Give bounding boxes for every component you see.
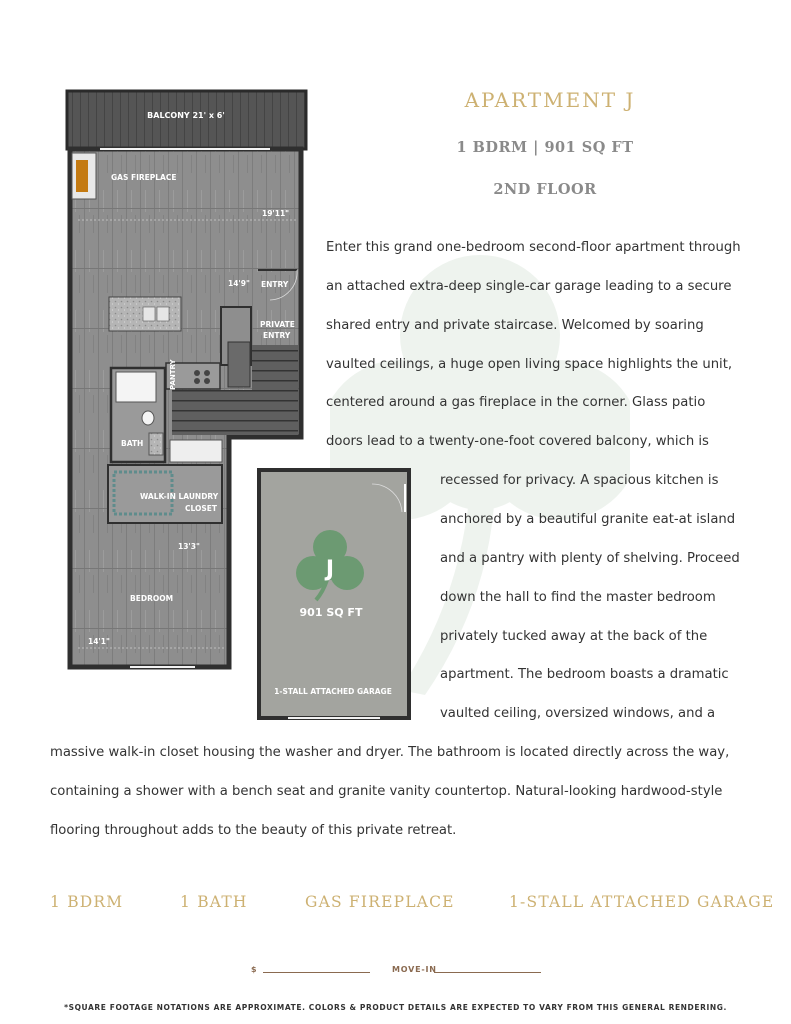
feature-bedrooms: 1 BDRM [50,893,124,911]
floor-label: 2ND FLOOR [493,181,597,198]
private-entry-label-2: ENTRY [263,331,291,340]
price-field[interactable] [263,972,370,973]
description-line: massive walk-in closet housing the washer and dryer. The bathroom is located directly across the way, [50,745,730,760]
description-line: an attached extra-deep single-car garage leading to a secure [326,279,732,294]
page-title: APARTMENT J [464,88,636,112]
laundry-label-2: CLOSET [185,504,218,513]
stair-landing [228,342,250,387]
description-line: containing a shower with a bench seat and granite vanity countertop. Natural-looking hardwood-style [50,784,723,799]
description-line: down the hall to find the master bedroom [440,590,716,605]
laundry-label-1: WALK-IN LAUNDRY [140,492,219,501]
dimension-kitchen: 14'9" [228,279,250,288]
staircase-upper [252,345,298,390]
disclaimer: *SQUARE FOOTAGE NOTATIONS ARE APPROXIMATE. COLORS & PRODUCT DETAILS ARE EXPECTED TO VARY FROM THIS GENERAL RENDERING. [64,1003,727,1012]
feature-bath: 1 BATH [180,893,248,911]
badge-sqft: 901 SQ FT [299,606,363,619]
range-burner [204,378,210,384]
description-line: flooring throughout adds to the beauty of this private retreat. [50,823,457,838]
dimension-width: 19'11" [262,209,290,218]
feature-fireplace: GAS FIREPLACE [305,893,455,911]
description-line: doors lead to a twenty-one-foot covered balcony, which is [326,434,709,449]
unit-summary: 1 BDRM | 901 SQ FT [456,139,634,156]
description-line: and a pantry with plenty of shelving. Proceed [440,551,740,566]
bedroom-label: BEDROOM [130,594,174,603]
fireplace [72,153,96,199]
garage [259,470,409,718]
balcony-label: BALCONY 21' x 6' [147,111,225,120]
kitchen-island [109,297,181,331]
laundry-counter [170,440,222,462]
garage-label: 1-STALL ATTACHED GARAGE [274,687,392,696]
description-line: recessed for privacy. A spacious kitchen is [440,473,719,488]
dimension-bedroom: 13'3" [178,542,200,551]
pantry-label: PANTRY [169,359,177,390]
fireplace-label: GAS FIREPLACE [111,173,177,182]
bath-label: BATH [121,439,144,448]
description-line: centered around a gas fireplace in the corner. Glass patio [326,395,706,410]
feature-garage: 1-STALL ATTACHED GARAGE [509,893,775,911]
range-burner [204,370,210,376]
movein-label: MOVE-IN [392,965,437,974]
balcony [67,91,306,149]
description-line: Enter this grand one-bedroom second-floor apartment through [326,240,741,255]
entry-label: ENTRY [261,280,289,289]
private-entry-label-1: PRIVATE [260,320,295,329]
description-line: vaulted ceilings, a huge open living space highlights the unit, [326,357,733,372]
description-line: privately tucked away at the back of the [440,629,708,644]
description-line: vaulted ceiling, oversized windows, and a [440,706,716,721]
description-line: apartment. The bedroom boasts a dramatic [440,667,729,682]
range-burner [194,378,200,384]
description-line: shared entry and private staircase. Welcomed by soaring [326,318,704,333]
price-label: $ [251,965,258,974]
range-burner [194,370,200,376]
staircase-lower [172,390,298,435]
description-line: anchored by a beautiful granite eat-at island [440,512,736,527]
badge-letter: J [325,557,335,582]
movein-field[interactable] [434,972,541,973]
dimension-bedroom-width: 14'1" [88,637,110,646]
